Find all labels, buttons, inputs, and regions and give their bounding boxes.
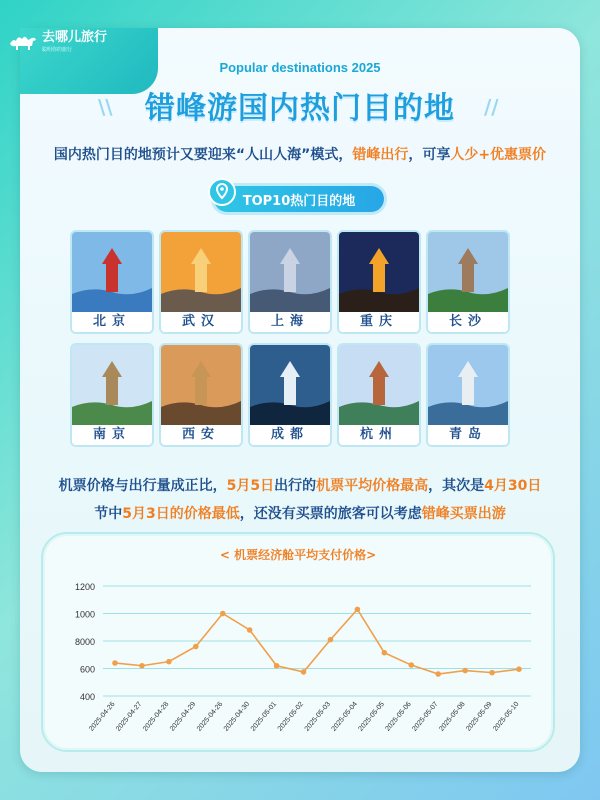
english-title: Popular destinations 2025 [219,60,381,75]
y-tick-label: 400 [79,692,95,702]
x-tick-label: 2025-05-03 [303,700,332,733]
x-tick-label: 2025-04-28 [142,700,171,733]
destination-photo [250,232,330,316]
x-tick-label: 2025-04-26 [195,700,225,733]
intro-highlight-discount: 人少+优惠票价 [450,147,547,163]
para-l1e: ，其次是 [428,478,485,494]
x-tick-label: 2025-04-26 [88,700,117,733]
x-tick-label: 2025-04-30 [222,700,252,733]
para-l1d: 机票平均价格最高 [316,478,429,494]
intro-part2: ，可享 [408,147,451,163]
map-pin-icon [208,178,236,206]
brand-logo[interactable] [8,22,138,62]
price-point [328,637,334,643]
y-tick-label: 1000 [74,609,95,620]
x-tick-label: 2025-05-06 [384,700,413,733]
para-l1b: 5月5日 [226,478,275,494]
price-point [355,607,361,613]
destination-name: 杭州 [339,425,419,445]
destination-photo [339,345,419,429]
para-l1f: 4月30日 [484,478,542,494]
intro-part1: 国内热门目的地预计又要迎来“人山人海”模式， [53,147,353,163]
brand-tagline: 聪明你的旅行 [42,47,73,53]
destination-tile[interactable] [159,343,243,447]
top10-label: TOP10热门目的地 [242,193,356,209]
y-tick-label: 1200 [74,582,95,592]
x-tick-label: 2025-04-27 [115,700,144,733]
destination-photo [428,345,508,429]
decor-slash-right-icon: // [484,95,499,119]
destination-photo [161,345,241,429]
para-l1a: 机票价格与出行量成正比， [58,478,227,494]
x-tick-label: 2025-05-09 [465,700,494,733]
destination-name: 西安 [161,425,241,445]
destination-tile[interactable] [70,230,154,334]
para-l2b: 5月3日的价格最低 [122,506,240,522]
x-tick-label: 2025-05-07 [411,700,440,733]
destination-tile[interactable] [248,230,332,334]
destination-name: 成都 [250,425,330,445]
price-point [301,669,307,675]
destination-tile[interactable] [159,230,243,334]
x-tick-label: 2025-05-10 [492,700,521,733]
destination-photo [428,232,508,316]
intro-highlight-offpeak: 错峰出行 [352,147,409,163]
price-point [382,650,388,656]
para-l2d: 错峰买票出游 [421,506,506,522]
price-point [220,611,226,617]
destination-name: 长沙 [428,312,508,332]
y-tick-label: 8000 [74,637,95,647]
y-tick-label: 600 [79,664,95,675]
price-point [166,659,172,665]
destination-name: 重庆 [339,312,419,332]
price-point [462,668,468,674]
para-l2c: ，还没有买票的旅客可以考虑 [239,506,422,522]
x-tick-label: 2025-04-29 [168,700,198,733]
price-point [489,670,495,676]
analysis-line-1 [20,472,580,500]
destination-tile[interactable] [70,343,154,447]
destination-tile[interactable] [426,343,510,447]
price-point [112,660,118,666]
brand-name: 去哪儿旅行 [42,30,108,45]
price-point [193,644,199,650]
chart-title: < 机票经济舱平均支付价格> [219,548,377,562]
x-tick-label: 2025-05-05 [357,700,386,733]
destination-photo [72,232,152,316]
destination-photo [250,345,330,429]
destination-photo [161,232,241,316]
para-l1c: 出行的 [274,478,317,494]
price-point [516,666,522,672]
x-tick-label: 2025-05-02 [276,700,306,733]
price-point [139,663,145,669]
destination-name: 青岛 [428,425,508,445]
price-line-chart [43,534,553,750]
destination-photo [72,345,152,429]
x-tick-label: 2025-05-01 [249,700,279,733]
destination-name: 南京 [72,425,152,445]
intro-text [0,144,600,164]
para-l2a: 节中 [94,506,123,522]
x-tick-label: 2025-05-08 [438,700,467,733]
analysis-line-2 [20,500,580,528]
top10-badge [214,186,384,212]
price-point [274,663,280,669]
decor-slash-left-icon: \\ [98,95,113,119]
destination-name: 上海 [250,312,330,332]
page-title: 错峰游国内热门目的地 [145,91,455,126]
price-point [247,627,253,633]
destination-tile[interactable] [337,343,421,447]
destination-photo [339,232,419,316]
destination-name: 武汉 [161,312,241,332]
camel-icon [8,32,38,52]
destination-tile[interactable] [337,230,421,334]
destination-tile[interactable] [248,343,332,447]
destination-name: 北京 [72,312,152,332]
price-point [408,662,414,668]
price-chart-card [41,532,555,752]
x-tick-label: 2025-05-04 [330,700,359,733]
price-point [435,671,441,677]
destination-tile[interactable] [426,230,510,334]
price-series-line [115,609,519,674]
